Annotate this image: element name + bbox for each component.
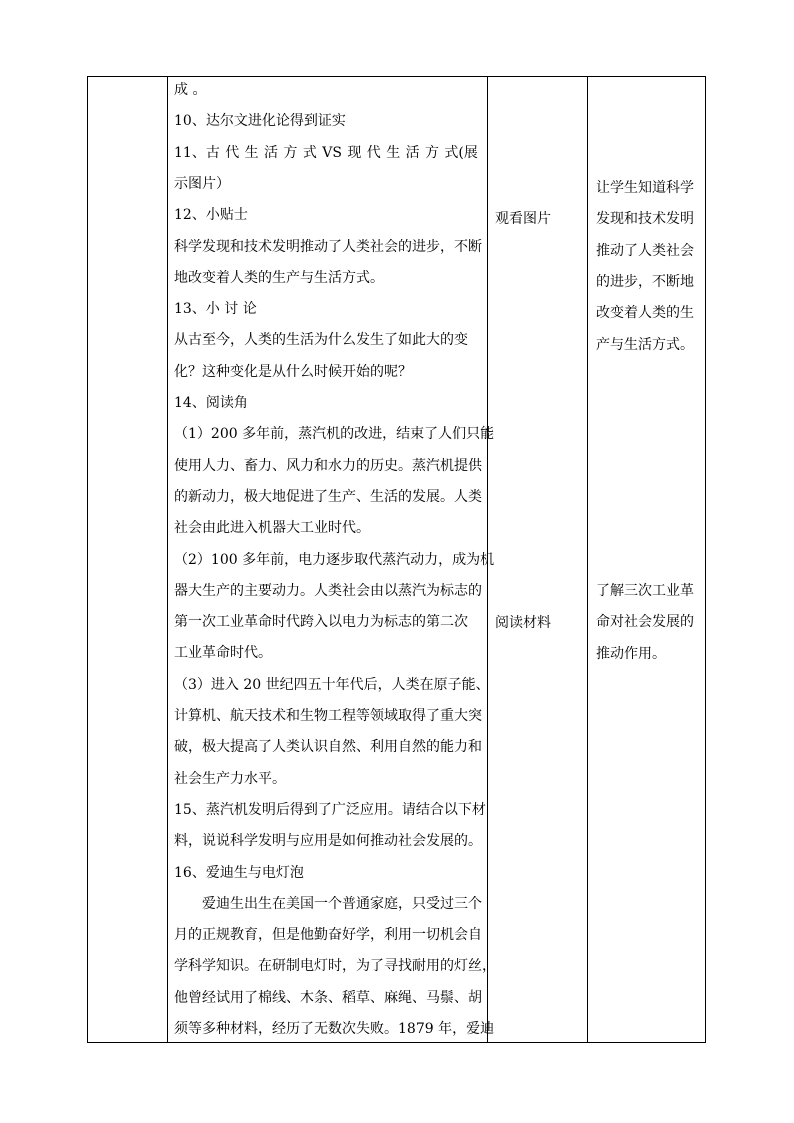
content-line: 的新动力，极大地促进了生产、生活的发展。人类 (174, 488, 482, 505)
design-intent-column (588, 77, 707, 1042)
content-line: 须等多种材料，经历了无数次失败。1879 年，爱迪 (174, 1021, 495, 1037)
student-activity-view-pictures: 观看图片 (495, 211, 551, 227)
content-line: （3）进入 20 世纪四五十年代后，人类在原子能、 (174, 676, 490, 693)
student-activity-column (488, 77, 587, 1042)
content-line: 10、达尔文进化论得到证实 (174, 113, 346, 130)
design-intent-line: 产与生活方式。 (596, 336, 694, 353)
content-line: 工业革命时代。 (174, 645, 272, 662)
design-intent-line: 推动作用。 (596, 645, 666, 662)
content-line: （2）100 多年前，电力逐步取代蒸汽动力，成为机 (174, 551, 495, 568)
design-intent-line: 了解三次工业革 (596, 583, 694, 599)
content-line: 第一次工业革命时代跨入以电力为标志的第二次 (174, 614, 468, 631)
content-line: 成 。 (174, 82, 207, 98)
design-intent-line: 推动了人类社会 (596, 242, 694, 259)
content-line: 地改变着人类的生产与生活方式。 (174, 269, 384, 286)
design-intent-line: 发现和技术发明 (596, 211, 694, 228)
teaching-content-column (174, 77, 496, 1042)
content-line: 破，极大提高了人类认识自然、利用自然的能力和 (174, 739, 482, 756)
design-intent-line: 命对社会发展的 (596, 614, 694, 631)
content-line: 器大生产的主要动力。人类社会由以蒸汽为标志的 (174, 582, 482, 599)
design-intent-line: 的进步，不断地 (596, 273, 694, 290)
content-line: 料，说说科学发明与应用是如何推动社会发展的。 (174, 833, 482, 850)
content-line: 14、阅读角 (174, 395, 248, 411)
content-line: 化？这种变化是从什么时候开始的呢？ (174, 363, 412, 380)
content-line: 爱迪生出生在美国一个普通家庭，只受过三个 (174, 895, 482, 912)
content-line: 月的正规教育，但是他勤奋好学，利用一切机会自 (174, 927, 482, 944)
content-line: 社会生产力水平。 (174, 770, 286, 787)
content-line: 15、蒸汽机发明后得到了广泛应用。请结合以下材 (174, 801, 486, 818)
stage-column (88, 77, 167, 1042)
content-line: 科学发现和技术发明推动了人类社会的进步，不断 (174, 238, 482, 255)
column-divider (167, 77, 168, 1042)
content-line: 示图片） (174, 175, 230, 192)
content-line: 他曾经试用了棉线、木条、稻草、麻绳、马鬃、胡 (174, 989, 482, 1006)
design-intent-line: 改变着人类的生 (596, 305, 694, 322)
student-activity-read-materials: 阅读材料 (495, 615, 551, 631)
content-line: 12、小贴士 (174, 207, 248, 224)
content-line: 16、爱迪生与电灯泡 (174, 864, 304, 881)
content-line: 从古至今，人类的生活为什么发生了如此大的变 (174, 332, 468, 349)
content-line: 学科学知识。在研制电灯时，为了寻找耐用的灯丝， (174, 958, 496, 975)
content-line: 使用人力、畜力、风力和水力的历史。蒸汽机提供 (174, 457, 482, 474)
content-line: （1）200 多年前，蒸汽机的改进，结束了人们只能 (174, 426, 495, 443)
content-line: 计算机、航天技术和生物工程等领域取得了重大突 (174, 708, 482, 724)
content-line: 13、小 讨 论 (174, 301, 257, 318)
design-intent-line: 让学生知道科学 (596, 180, 694, 196)
lesson-table (87, 76, 706, 1043)
content-line: 社会由此进入机器大工业时代。 (174, 520, 370, 537)
content-line: 11、古 代 生 活 方 式 VS 现 代 生 活 方 式(展 (174, 144, 478, 161)
